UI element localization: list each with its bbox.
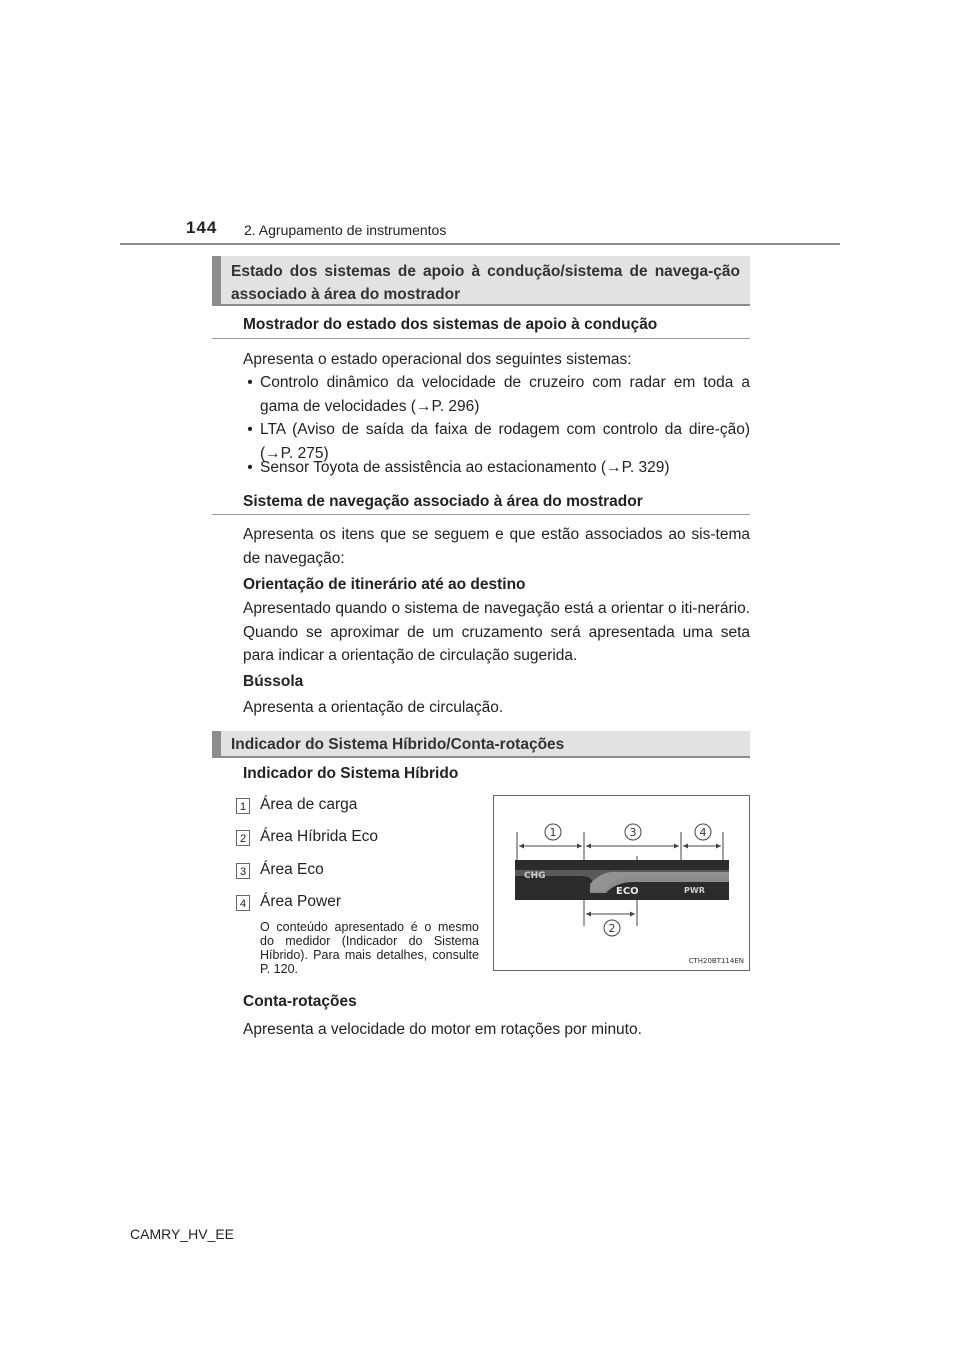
callout-number: 1 [236,798,250,814]
bullet-text: Controlo dinâmico da velocidade de cruzeiro com radar em toda a gama de velocidades (→P. 296) [260,374,750,415]
section-heading-hybrid-indicator: Indicador do Sistema Híbrido/Conta-rotações [212,731,750,758]
pwr-label: PWR [684,886,705,895]
item-title-compass: Bússola [243,673,304,690]
subheading-hybrid-indicator: Indicador do Sistema Híbrido [243,765,459,782]
note-text: O conteúdo apresentado é o mesmo do medidor (Indicador do Sistema Híbrido). Para mais detalhes, consulte P. 120. [260,920,479,976]
callout-number: 2 [236,830,250,846]
bullet-text: Sensor Toyota de assistência ao estacionamento (→P. 329) [260,459,670,476]
bullet-item [243,456,750,480]
subheading-tachometer: Conta-rotações [243,993,357,1010]
eco-label: ECO [616,886,639,897]
page-number: 144 [186,218,218,237]
header-rule [120,243,840,245]
figure-code: CTH20BT114EN [688,957,744,965]
paragraph-route-guidance: Apresentado quando o sistema de navegação está a orientar o iti-nerário. Quando se aproximar de um cruzamento será apresentada uma seta para indicar a orientação de circulação sugerida. [243,600,750,664]
bullet-dot: • [247,459,253,476]
area-label-charge: Área de carga [260,796,358,813]
paragraph-compass: Apresenta a orientação de circulação. [243,699,504,716]
callout-label: 1 [549,826,557,839]
callout-label: 3 [629,826,637,839]
item-title-route-guidance: Orientação de itinerário até ao destino [243,576,526,593]
subheading-navigation: Sistema de navegação associado à área do mostrador [243,493,643,510]
paragraph-intro: Apresenta o estado operacional dos seguintes sistemas: [243,351,632,368]
area-label-power: Área Power [260,893,341,910]
model-code: CAMRY_HV_EE [130,1226,235,1242]
bullet-item [243,371,750,418]
paragraph-tachometer: Apresenta a velocidade do motor em rotações por minuto. [243,1021,642,1038]
chg-label: CHG [524,871,546,881]
area-label-eco: Área Eco [260,861,324,878]
hybrid-indicator-figure [493,795,750,971]
callout-number: 4 [236,895,250,911]
bullet-dot: • [247,374,253,391]
area-label-hybrid-eco: Área Híbrida Eco [260,828,379,845]
chapter-title: 2. Agrupamento de instrumentos [244,222,447,238]
callout-label: 2 [608,922,616,935]
subheading-rule [212,338,750,339]
paragraph-navigation-intro: Apresenta os itens que se seguem e que estão associados ao sis-tema de navegação: [243,526,750,567]
callout-number: 3 [236,863,250,879]
subheading-rule [212,514,750,515]
subheading-driving-support-status: Mostrador do estado dos sistemas de apoio à condução [243,316,658,333]
hybrid-indicator-illustration [494,796,749,970]
section-heading-driving-support: Estado dos sistemas de apoio à condução/sistema de navega-ção associado à área do mostrador [212,256,750,306]
callout-label: 4 [699,826,707,839]
bullet-text: LTA (Aviso de saída da faixa de rodagem com controlo da dire-ção) (→P. 275) [260,421,750,462]
bullet-dot: • [247,421,253,438]
